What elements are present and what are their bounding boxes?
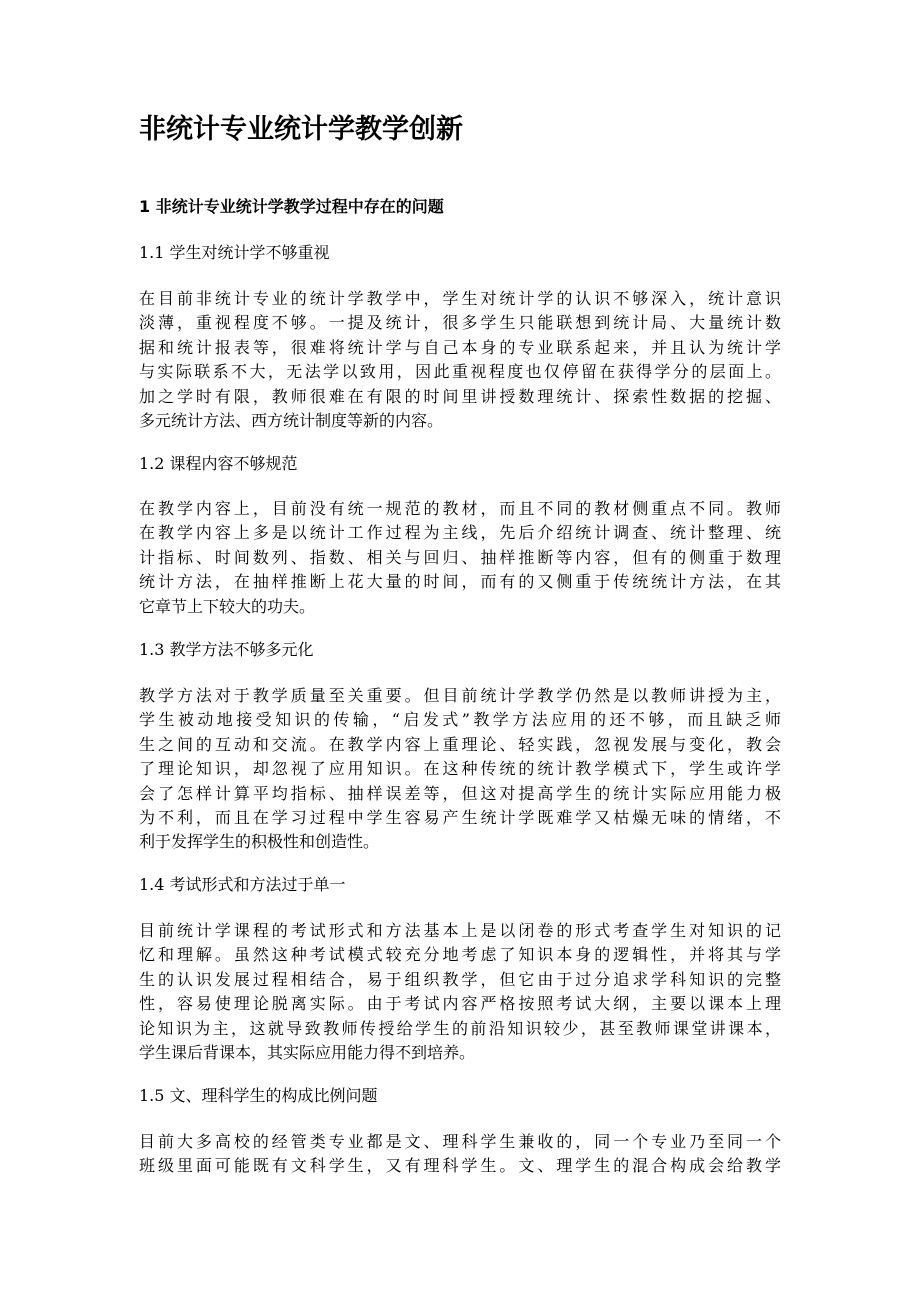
paragraph-line: 学生课后背课本，其实际应用能力得不到培养。 <box>139 1043 476 1063</box>
paragraph <box>139 919 781 1065</box>
subsection-heading: 1.2 课程内容不够规范 <box>139 454 298 473</box>
subsection-heading: 1.5 文、理科学生的构成比例问题 <box>139 1086 378 1105</box>
paragraph-line: 性，容易使理论脱离实际。由于考试内容严格按照考试大纲，主要以课本上理 <box>139 994 781 1014</box>
paragraph-line: 据和统计报表等，很难将统计学与自己本身的专业联系起来，并且认为统计学 <box>139 337 781 357</box>
paragraph-line: 论知识为主，这就导致教师传授给学生的前沿知识较少，甚至教师课堂讲课本， <box>139 1018 781 1038</box>
paragraph-line: 在教学内容上多是以统计工作过程为主线，先后介绍统计调查、统计整理、统 <box>139 523 781 543</box>
paragraph-line: 与实际联系不大，无法学以致用，因此重视程度也仅停留在获得学分的层面上。 <box>139 362 781 382</box>
document-title: 非统计专业统计学教学创新 <box>139 114 463 145</box>
paragraph-line: 目前统计学课程的考试形式和方法基本上是以闭卷的形式考查学生对知识的记 <box>139 921 781 940</box>
paragraph-line: 统计方法，在抽样推断上花大量的时间，而有的又侧重于传统统计方法，在其 <box>139 572 781 592</box>
paragraph-line: 它章节上下较大的功夫。 <box>139 596 316 616</box>
paragraph-line: 在教学内容上，目前没有统一规范的教材，而且不同的教材侧重点不同。教师 <box>139 499 781 518</box>
paragraph <box>139 497 781 619</box>
paragraph-line: 班级里面可能既有文科学生，又有理科学生。文、理学生的混合构成会给教学 <box>139 1156 781 1176</box>
paragraph-line: 在目前非统计专业的统计学教学中，学生对统计学的认识不够深入，统计意识 <box>139 289 781 308</box>
paragraph-line: 利于发挥学生的积极性和创造性。 <box>139 832 380 852</box>
paragraph-line: 为不利，而且在学习过程中学生容易产生统计学既难学又枯燥无味的情绪，不 <box>139 808 781 828</box>
paragraph-line: 忆和理解。虽然这种考试模式较充分地考虑了知识本身的逻辑性，并将其与学 <box>139 945 781 965</box>
section-heading: 1 非统计专业统计学教学过程中存在的问题 <box>139 197 444 216</box>
paragraph-line: 教学方法对于教学质量至关重要。但目前统计学教学仍然是以教师讲授为主， <box>139 686 781 705</box>
paragraph-line: 生之间的互动和交流。在教学内容上重理论、轻实践，忽视发展与变化，教会 <box>139 734 781 754</box>
paragraph-line: 多元统计方法、西方统计制度等新的内容。 <box>139 411 444 431</box>
paragraph-line: 学生被动地接受知识的传输，“启发式”教学方法应用的还不够，而且缺乏师 <box>139 710 781 730</box>
paragraph <box>139 684 781 855</box>
paragraph <box>139 287 781 433</box>
paragraph-line: 加之学时有限，教师很难在有限的时间里讲授数理统计、探索性数据的挖掘、 <box>139 386 781 406</box>
paragraph-line: 了理论知识，却忽视了应用知识。在这种传统的统计教学模式下，学生或许学 <box>139 759 781 779</box>
subsection-heading: 1.3 教学方法不够多元化 <box>139 640 314 659</box>
paragraph <box>139 1130 781 1179</box>
subsection-heading: 1.1 学生对统计学不够重视 <box>139 243 330 262</box>
paragraph-line: 生的认识发展过程相结合，易于组织教学，但它由于过分追求学科知识的完整 <box>139 969 781 989</box>
paragraph-line: 会了怎样计算平均指标、抽样误差等，但这对提高学生的统计实际应用能力极 <box>139 783 781 803</box>
paragraph-line: 淡薄，重视程度不够。一提及统计，很多学生只能联想到统计局、大量统计数 <box>139 313 781 333</box>
paragraph-line: 目前大多高校的经管类专业都是文、理科学生兼收的，同一个专业乃至同一个 <box>139 1132 781 1151</box>
subsection-heading: 1.4 考试形式和方法过于单一 <box>139 875 346 894</box>
paragraph-line: 计指标、时间数列、指数、相关与回归、抽样推断等内容，但有的侧重于数理 <box>139 547 781 567</box>
